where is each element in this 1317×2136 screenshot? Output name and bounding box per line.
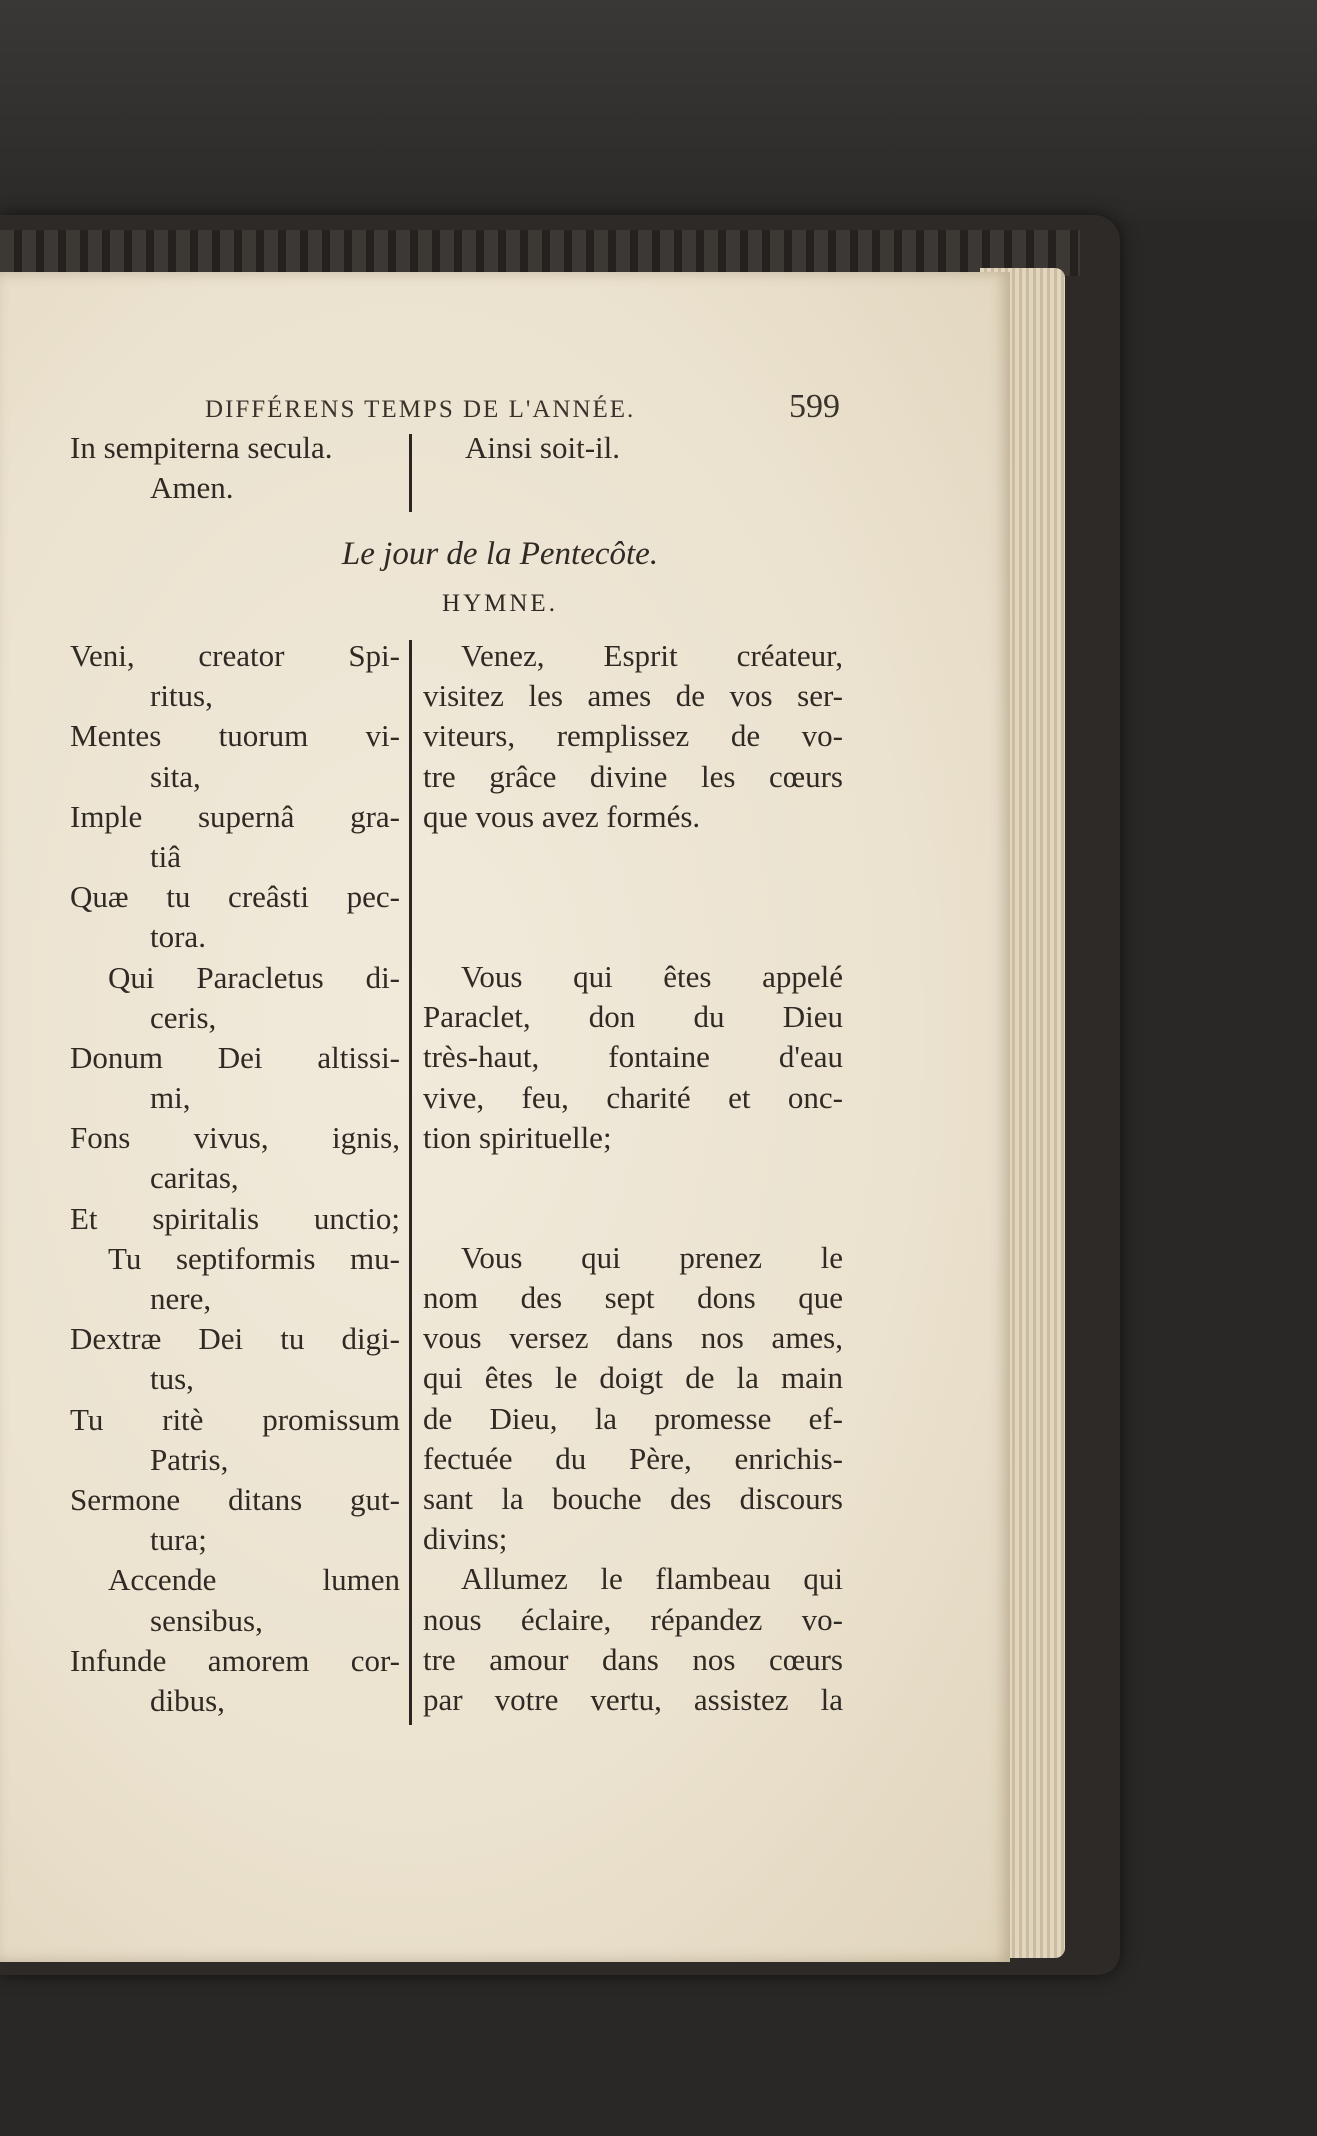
section-subtitle: HYMNE.	[442, 590, 558, 617]
french-line: Allumez le flambeau qui	[461, 1561, 843, 1597]
column-rule	[409, 640, 412, 1725]
french-paragraph-3	[423, 1238, 843, 1560]
french-line: fectuée du Père, enrichis-	[423, 1440, 843, 1476]
french-line: Vous qui prenez le	[461, 1239, 843, 1275]
french-line: nous éclaire, répandez vo-	[423, 1601, 843, 1637]
french-line: de Dieu, la promesse ef-	[423, 1400, 843, 1436]
spacer	[423, 1158, 843, 1238]
latin-line: Veni, creator Spi-	[70, 638, 400, 673]
latin-line: Tu septiformis mu-	[108, 1240, 400, 1276]
french-paragraph-4	[423, 1559, 843, 1720]
latin-line: sita,	[150, 758, 201, 794]
section-title: Le jour de la Pentecôte.	[341, 536, 659, 572]
latin-line: Imple supernâ gra-	[70, 798, 400, 834]
latin-line: Patris,	[150, 1441, 229, 1477]
latin-line: Et spiritalis unctio;	[70, 1200, 400, 1236]
french-column	[423, 636, 843, 1720]
background	[0, 0, 1317, 220]
french-paragraph-2	[423, 957, 843, 1158]
latin-line: Infunde amorem cor-	[70, 1642, 400, 1678]
latin-line: Amen.	[150, 470, 234, 506]
french-line: Paraclet, don du Dieu	[423, 999, 843, 1035]
french-line: Ainsi soit-il.	[465, 430, 621, 465]
french-line: visitez les ames de vos ser-	[423, 678, 843, 714]
french-line: Vous qui êtes appelé	[461, 958, 843, 994]
latin-line: nere,	[150, 1281, 212, 1316]
running-title: DIFFÉRENS TEMPS DE L'ANNÉE.	[205, 396, 636, 423]
latin-line: ceris,	[150, 999, 217, 1035]
latin-line: Fons vivus, ignis,	[70, 1120, 400, 1156]
column-rule-top	[409, 434, 412, 512]
latin-line: Dextræ Dei tu digi-	[70, 1321, 400, 1357]
latin-line: Donum Dei altissi-	[70, 1039, 400, 1075]
french-line: Venez, Esprit créateur,	[461, 638, 843, 673]
french-line: tre grâce divine les cœurs	[423, 758, 843, 794]
latin-line: Tu ritè promissum	[70, 1401, 400, 1437]
latin-line: Accende lumen	[108, 1562, 400, 1598]
french-line: sant la bouche des discours	[423, 1481, 843, 1516]
french-line: nom des sept dons que	[423, 1280, 843, 1316]
french-line: viteurs, remplissez de vo-	[423, 718, 843, 754]
french-line: que vous avez formés.	[423, 798, 701, 834]
french-line: vous versez dans nos ames,	[423, 1320, 843, 1356]
french-line: qui êtes le doigt de la main	[423, 1360, 843, 1396]
french-line: par votre vertu, assistez la	[423, 1681, 843, 1717]
latin-line: caritas,	[150, 1160, 239, 1196]
page-number: 599	[789, 388, 840, 425]
latin-line: tura;	[150, 1522, 207, 1558]
latin-line: tora.	[150, 919, 206, 955]
french-line: très-haut, fontaine d'eau	[423, 1039, 843, 1075]
latin-line: tus,	[150, 1361, 194, 1397]
latin-line: tiâ	[150, 838, 181, 874]
latin-line: ritus,	[150, 678, 213, 714]
latin-line: sensibus,	[150, 1602, 263, 1638]
latin-column	[70, 636, 400, 1721]
latin-continuation	[70, 428, 400, 508]
latin-line: Qui Paracletus di-	[108, 959, 400, 995]
latin-line: dibus,	[150, 1682, 225, 1718]
french-line: tion spirituelle;	[423, 1119, 612, 1155]
latin-line: mi,	[150, 1080, 191, 1116]
running-header	[205, 388, 840, 428]
french-continuation	[465, 428, 885, 468]
spacer	[423, 837, 843, 957]
french-paragraph-1	[423, 636, 843, 837]
latin-line: Quæ tu creâsti pec-	[70, 879, 400, 915]
cover-spine-ornament	[0, 230, 1080, 276]
latin-line: Mentes tuorum vi-	[70, 718, 400, 754]
latin-line: Sermone ditans gut-	[70, 1481, 400, 1517]
latin-line: In sempiterna secula.	[70, 430, 333, 465]
french-line: divins;	[423, 1521, 508, 1557]
french-line: vive, feu, charité et onc-	[423, 1079, 843, 1115]
french-line: tre amour dans nos cœurs	[423, 1641, 843, 1677]
